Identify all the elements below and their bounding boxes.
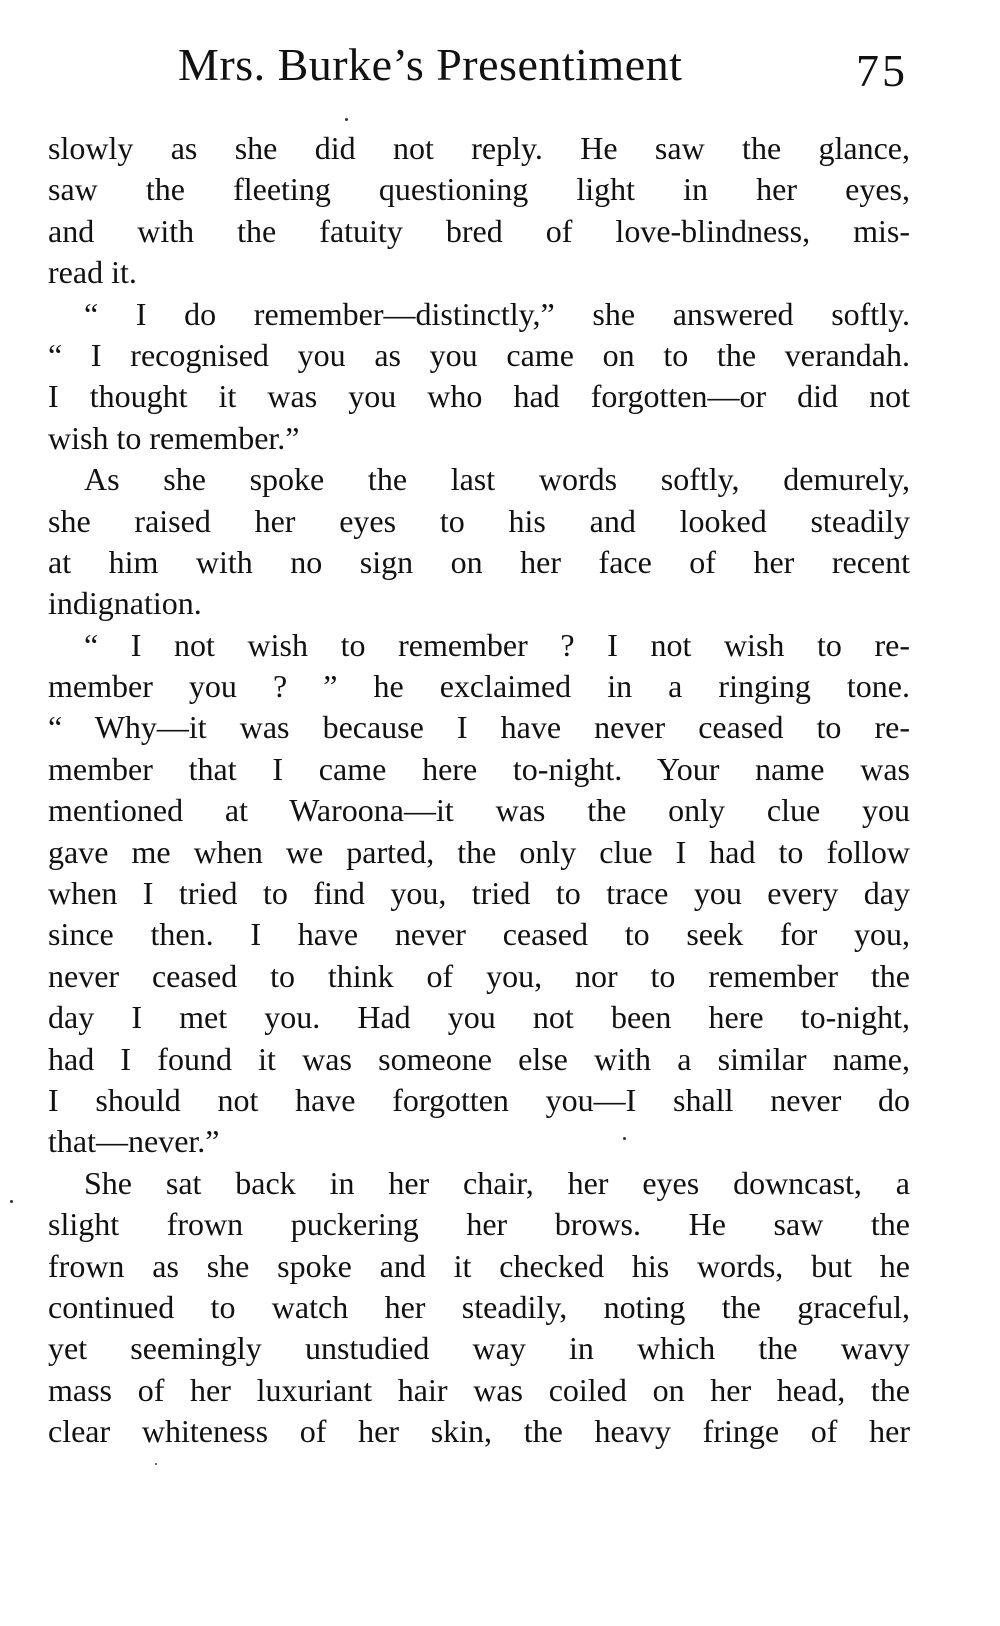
print-speck bbox=[10, 1200, 13, 1203]
print-speck bbox=[155, 1463, 157, 1465]
running-title: Mrs. Burke’s Presentiment bbox=[178, 39, 683, 90]
text-line: As she spoke the last words softly, demurely, bbox=[84, 461, 910, 498]
text-line: clear whiteness of her skin, the heavy fringe of her bbox=[48, 1413, 910, 1450]
text-line: mentioned at Waroona—it was the only clue you bbox=[48, 792, 910, 829]
text-line: when I tried to find you, tried to trace you every day bbox=[48, 875, 910, 912]
print-speck bbox=[623, 1137, 626, 1140]
text-line: that—never.” bbox=[48, 1123, 220, 1160]
text-line: I should not have forgotten you—I shall never do bbox=[48, 1081, 910, 1118]
text-line: she raised her eyes to his and looked steadily bbox=[48, 502, 910, 539]
text-line: “ Why—it was because I have never ceased to re- bbox=[48, 709, 910, 746]
text-line: read it. bbox=[48, 254, 137, 291]
text-line: member you ? ” he exclaimed in a ringing tone. bbox=[48, 668, 910, 705]
text-line: and with the fatuity bred of love-blindness, mis- bbox=[48, 212, 910, 249]
text-line: “ I do remember—distinctly,” she answered softly. bbox=[84, 295, 910, 332]
text-line: She sat back in her chair, her eyes downcast, a bbox=[84, 1164, 910, 1201]
text-line: indignation. bbox=[48, 585, 202, 622]
text-line: “ I not wish to remember ? I not wish to re- bbox=[84, 626, 910, 663]
text-line: since then. I have never ceased to seek for you, bbox=[48, 916, 910, 953]
text-line: day I met you. Had you not been here to-night, bbox=[48, 999, 910, 1036]
print-speck bbox=[345, 118, 348, 121]
text-line: mass of her luxuriant hair was coiled on her head, the bbox=[48, 1371, 910, 1408]
text-line: frown as she spoke and it checked his words, but he bbox=[48, 1247, 910, 1284]
text-line: never ceased to think of you, nor to remember the bbox=[48, 957, 910, 994]
text-line: member that I came here to-night. Your name was bbox=[48, 750, 910, 787]
page-number: 75 bbox=[856, 45, 908, 96]
text-line: slowly as she did not reply. He saw the glance, bbox=[48, 130, 910, 166]
running-head bbox=[48, 38, 908, 108]
text-line: slight frown puckering her brows. He saw the bbox=[48, 1206, 910, 1243]
text-line: at him with no sign on her face of her recent bbox=[48, 543, 910, 580]
text-line: “ I recognised you as you came on to the verandah. bbox=[48, 336, 910, 373]
text-line: wish to remember.” bbox=[48, 419, 300, 456]
text-line: continued to watch her steadily, noting the graceful, bbox=[48, 1288, 910, 1325]
text-line: saw the fleeting questioning light in her eyes, bbox=[48, 171, 910, 208]
text-line: yet seemingly unstudied way in which the wavy bbox=[48, 1330, 910, 1367]
body-text bbox=[48, 128, 910, 1453]
text-line: gave me when we parted, the only clue I had to follow bbox=[48, 833, 910, 870]
text-line: had I found it was someone else with a similar name, bbox=[48, 1040, 910, 1077]
text-line: I thought it was you who had forgotten—or did not bbox=[48, 378, 910, 415]
